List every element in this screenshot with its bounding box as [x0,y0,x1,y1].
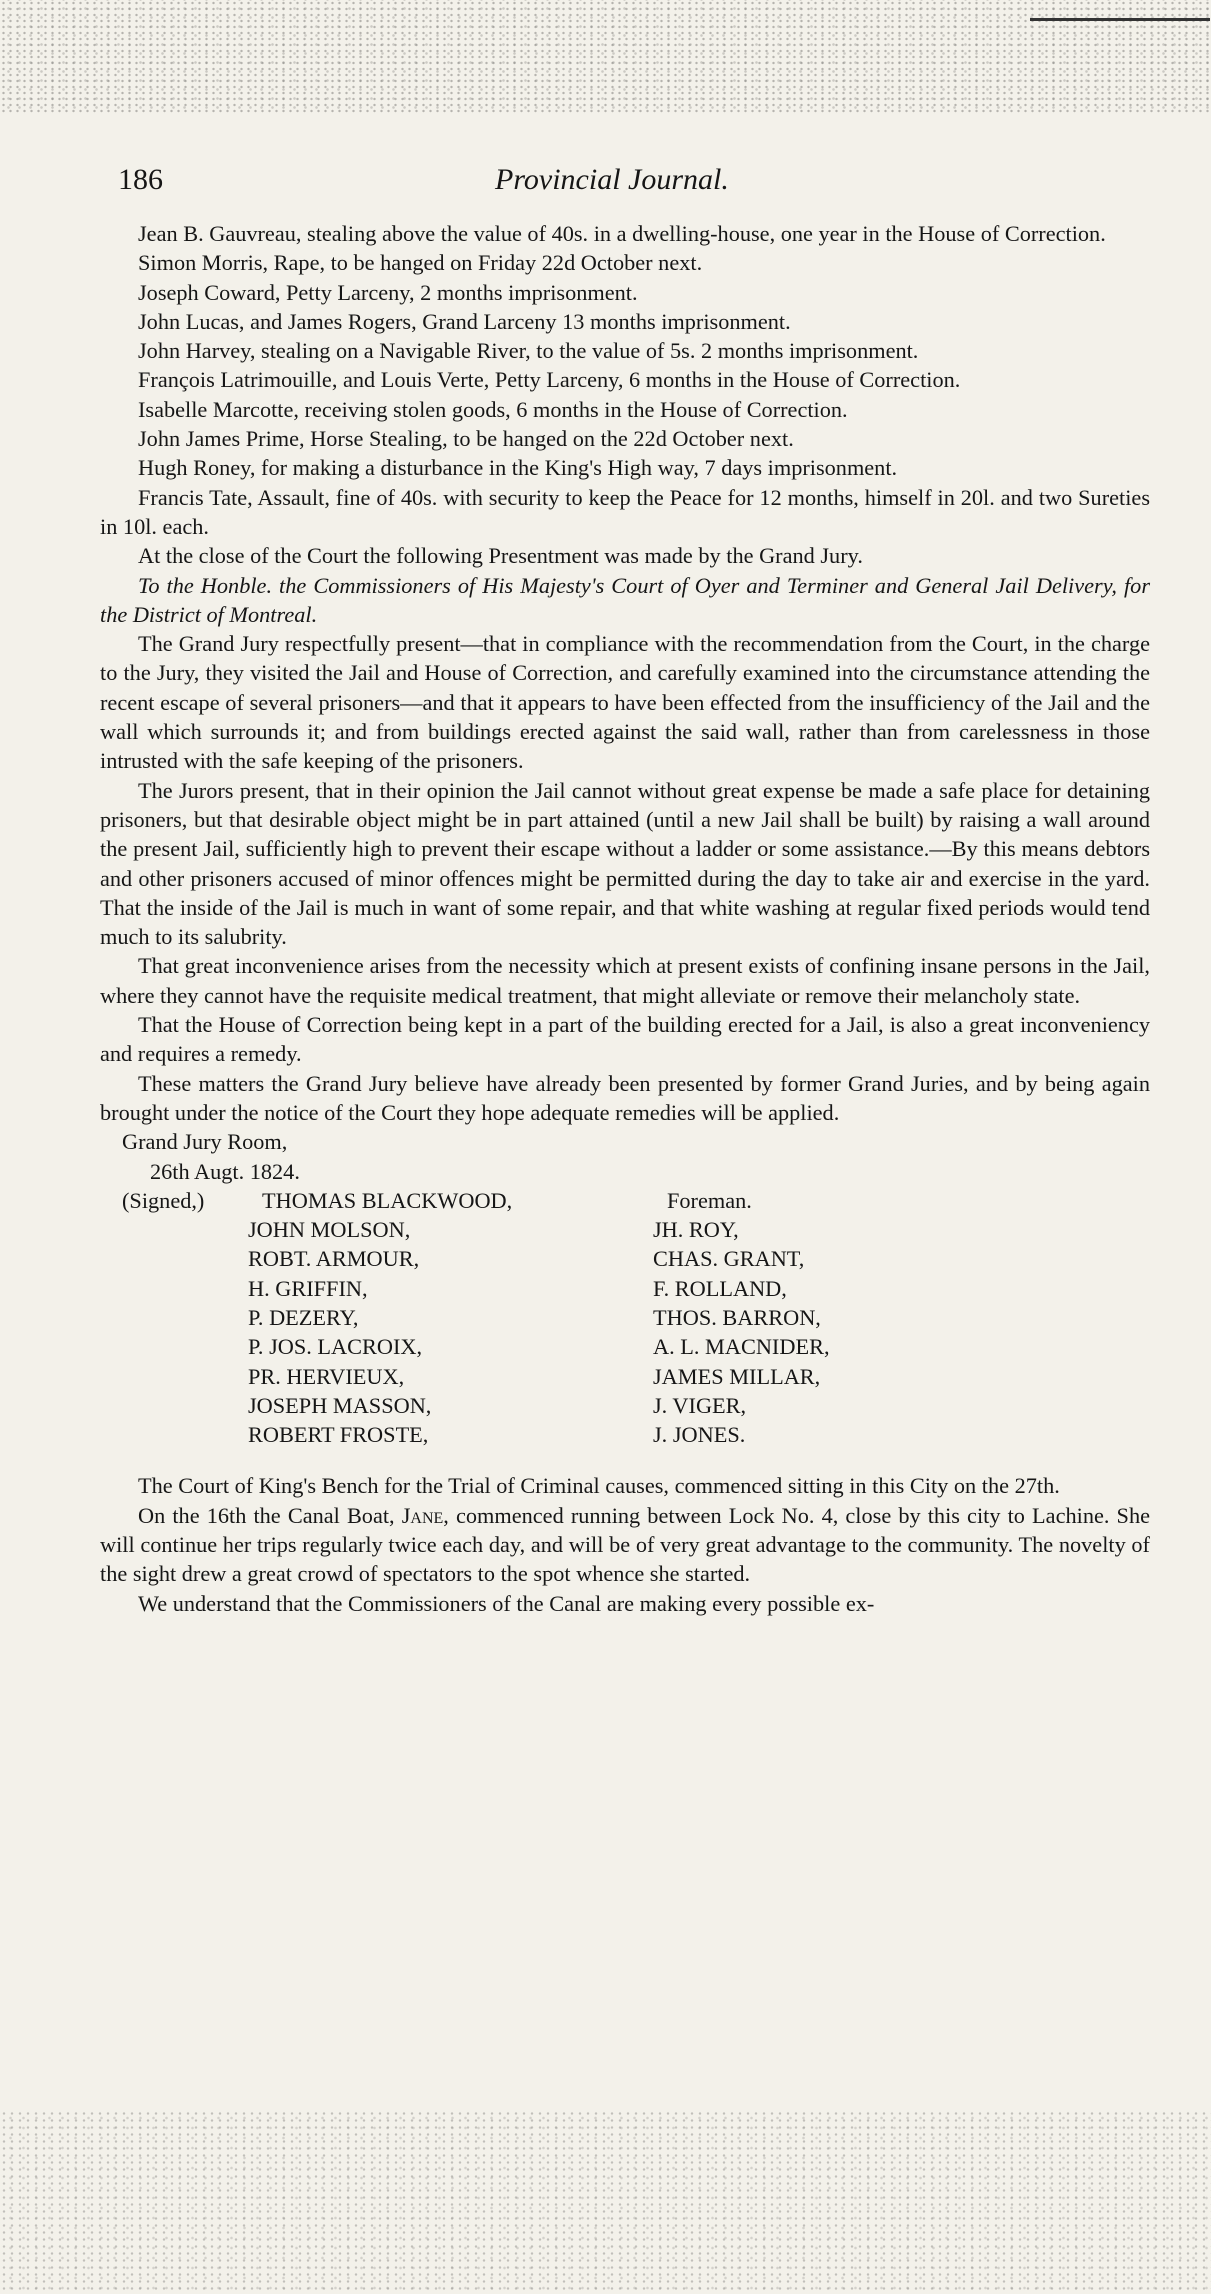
sentence-item: Hugh Roney, for making a disturbance in the King's High way, 7 days imprisonment. [138,455,898,481]
signer-row [100,1420,1150,1449]
presentment-date: 26th Augt. 1824. [150,1158,300,1184]
signer-name: JOHN MOLSON, [248,1217,411,1243]
signer-name: ROBERT FROSTE, [248,1422,429,1448]
signer-name: J. VIGER, [653,1392,747,1418]
signer-name: CHAS. GRANT, [653,1246,805,1272]
sentences-list [100,219,1150,541]
canal-boat-name: Jane, [401,1502,449,1528]
page-header [100,165,1150,207]
signer-name: H. GRIFFIN, [248,1275,368,1301]
news-commissioners: We understand that the Commissioners of the Canal are making every possible ex- [138,1590,875,1616]
signer-name: JH. ROY, [653,1217,739,1243]
page-number: 186 [118,163,163,196]
signer-row [100,1244,1150,1273]
signers-list [100,1215,1150,1449]
sentence-item: John Harvey, stealing on a Navigable River, to the value of 5s. 2 months imprisonment. [138,338,919,364]
news-court: The Court of King's Bench for the Trial of Criminal causes, commenced sitting in this City on the 27th. [138,1473,1060,1499]
signer-name: PR. HERVIEUX, [248,1363,405,1389]
signer-name: P. JOS. LACROIX, [248,1334,423,1360]
sentence-item: Francis Tate, Assault, fine of 40s. with security to keep the Peace for 12 months, himself in 20l. and two Sureties in 10l. each. [100,484,1150,539]
presentment-place: Grand Jury Room, [122,1129,288,1155]
signer-name: THOS. BARRON, [653,1304,821,1330]
signer-row [100,1332,1150,1361]
signer-row [100,1391,1150,1420]
presentment-paragraph: That great inconvenience arises from the necessity which at present exists of confining insane persons in the Jail, where they cannot have the requisite medical treatment, that might alleviate or remove their melancholy state. [100,953,1150,1008]
presentment-address: To the Honble. the Commissioners of His Majesty's Court of Oyer and Terminer and General Jail Delivery, for the District of Montreal. [100,572,1150,627]
foreman-title: Foreman. [667,1187,752,1213]
sentence-item: Joseph Coward, Petty Larceny, 2 months imprisonment. [138,279,638,305]
paper-texture-bottom [0,2110,1211,2294]
presentment-paragraph: These matters the Grand Jury believe have already been presented by former Grand Juries, and by being again brought under the notice of the Court they hope adequate remedies will be applied. [100,1070,1150,1125]
section-gap [100,1449,1150,1471]
signer-row [100,1303,1150,1332]
signer-name: ROBT. ARMOUR, [248,1246,420,1272]
presentment [100,541,1150,1449]
signer-name: F. ROLLAND, [653,1275,787,1301]
sentence-item: Jean B. Gauvreau, stealing above the value of 40s. in a dwelling-house, one year in the House of Correction. [138,221,1106,246]
presentment-intro: At the close of the Court the following Presentment was made by the Grand Jury. [138,543,863,569]
news-canal [100,1501,1150,1589]
canal-text-before: On the 16th the Canal Boat, [138,1502,402,1528]
signer-row [100,1274,1150,1303]
signer-row [100,1362,1150,1391]
sentence-item: John Lucas, and James Rogers, Grand Larceny 13 months imprisonment. [138,308,791,334]
signer-name: JOSEPH MASSON, [248,1392,432,1418]
presentment-paragraph: The Jurors present, that in their opinion the Jail cannot without great expense be made a safe place for detaining prisoners, but that desirable object might be in part attained (until a new Jail shall be built) by raising a wall around the present Jail, sufficiently high to prevent their escape without a ladder or some assistance.—By this means debtors and other prisoners accused of minor offences might be permitted during the day to take air and exercise in the yard. That the inside of the Jail is much in want of some repair, and that white washing at regular fixed periods would tend much to its salubrity. [100,777,1150,950]
signed-label: (Signed,) [122,1187,205,1213]
canal-text-after: commenced running between Lock No. 4, close by this city to Lachine. She will continue her trips regularly twice each day, and will be of very great advantage to the community. The novelty of the sight drew a great crowd of spectators to the spot whence she started. [100,1502,1150,1587]
journal-page [100,165,1150,1618]
signer-name: JAMES MILLAR, [653,1363,821,1389]
foreman-name: THOMAS BLACKWOOD, [262,1187,513,1213]
sentence-item: Isabelle Marcotte, receiving stolen goods, 6 months in the House of Correction. [138,396,848,422]
running-title: Provincial Journal. [495,163,729,196]
signer-name: A. L. MACNIDER, [653,1334,830,1360]
news-section [100,1471,1150,1617]
sentence-item: François Latrimouille, and Louis Verte, Petty Larceny, 6 months in the House of Correction. [138,367,961,393]
presentment-paragraph: That the House of Correction being kept in a part of the building erected for a Jail, is also a great inconveniency and requires a remedy. [100,1012,1150,1067]
presentment-paragraph: The Grand Jury respectfully present—that in compliance with the recommendation from the Court, in the charge to the Jury, they visited the Jail and House of Correction, and carefully examined into the circumstance attending the recent escape of several prisoners—and that it appears to have been effected from the insufficiency of the Jail and the wall which surrounds it; and from buildings erected against the said wall, rather than from carelessness in those intrusted with the safe keeping of the prisoners. [100,631,1150,774]
signer-name: J. JONES. [653,1422,746,1448]
signer-row [100,1215,1150,1244]
signature-head [100,1186,1150,1215]
top-rule [1030,18,1210,21]
sentence-item: John James Prime, Horse Stealing, to be hanged on the 22d October next. [138,426,794,452]
signer-name: P. DEZERY, [248,1304,359,1330]
sentence-item: Simon Morris, Rape, to be hanged on Friday 22d October next. [138,250,703,276]
